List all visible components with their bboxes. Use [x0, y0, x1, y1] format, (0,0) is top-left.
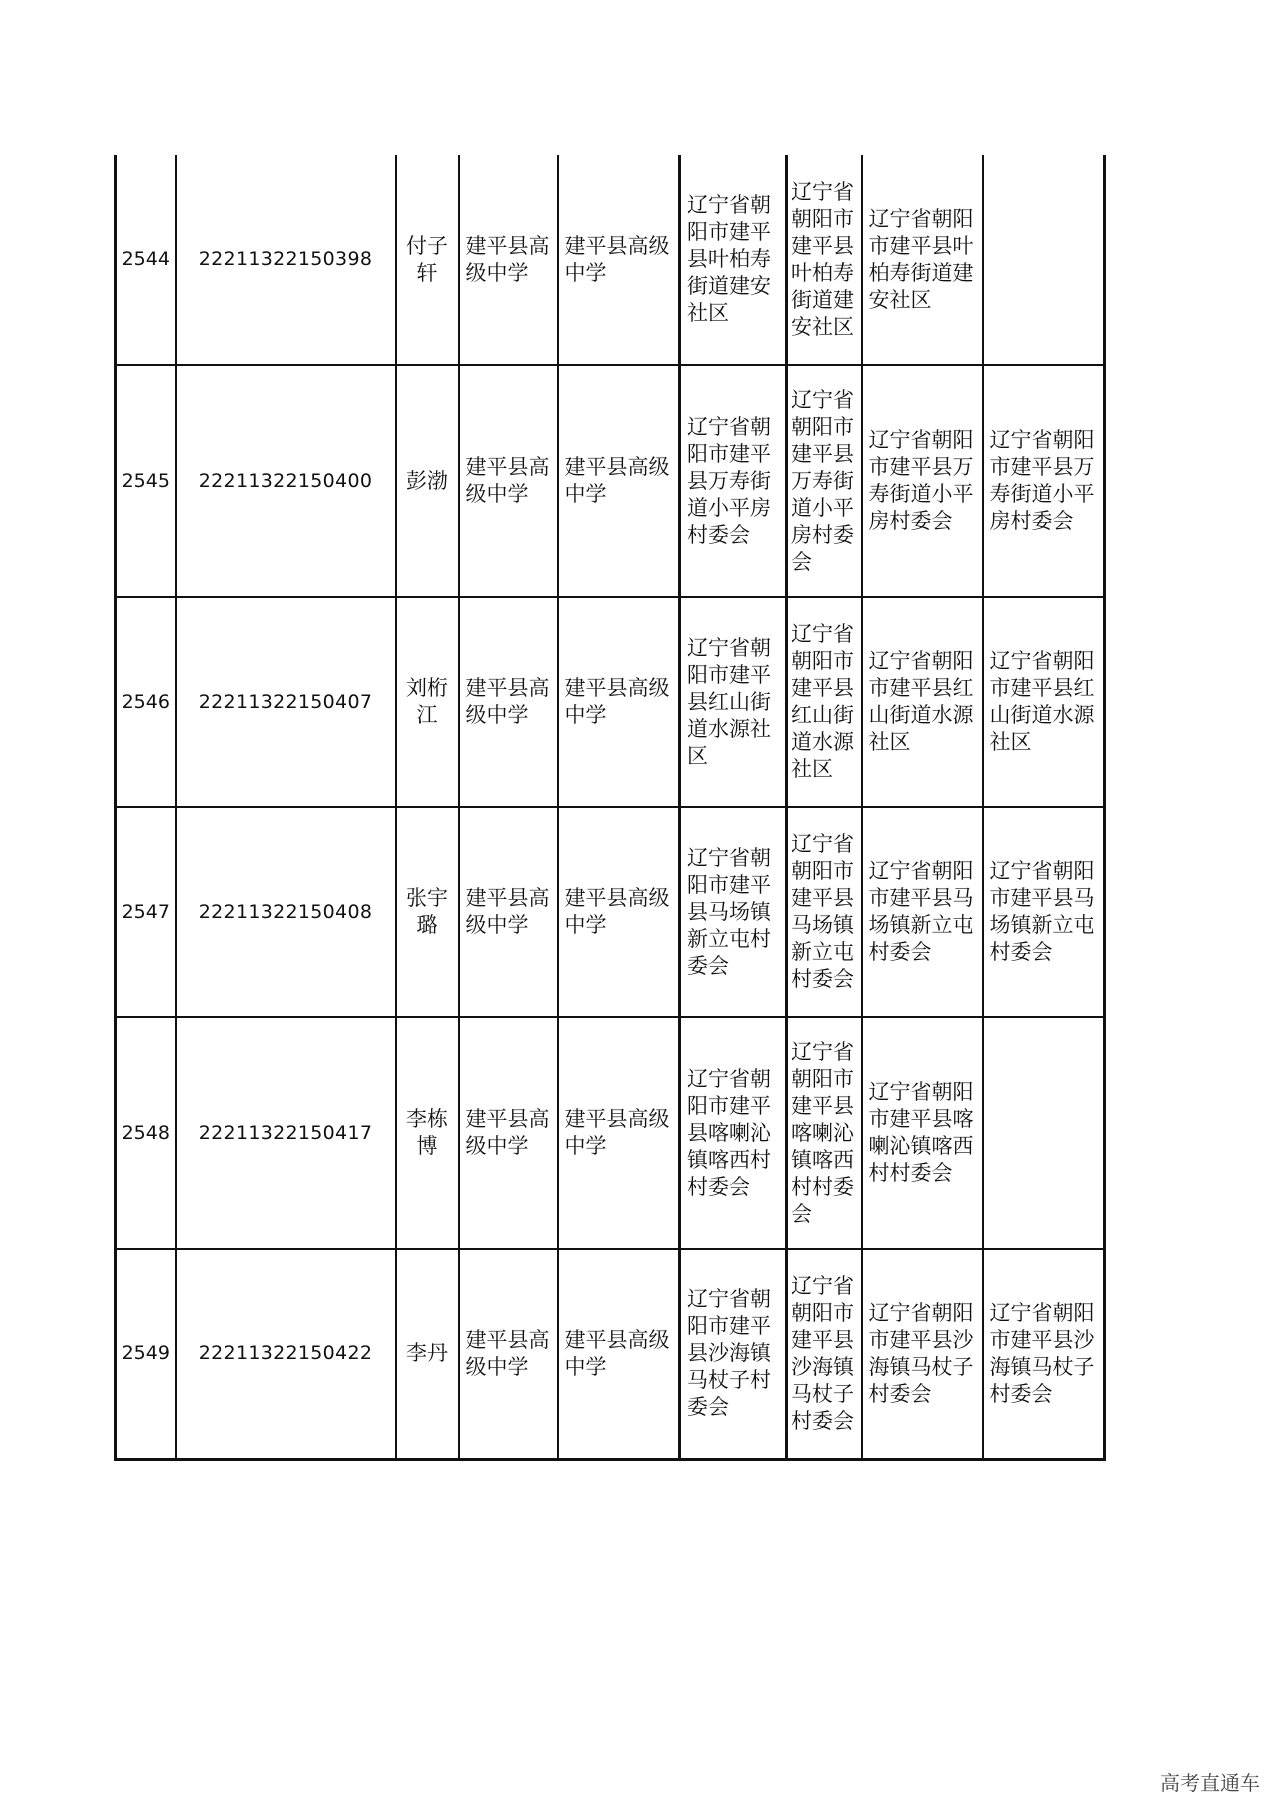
exam-id-cell: 22211322150407 [176, 597, 396, 807]
school-cell: 建平县高级中学 [558, 1017, 680, 1249]
address-cell [983, 155, 1105, 365]
address-cell: 辽宁省朝阳市建平县红山街道水源社区 [680, 597, 787, 807]
address-cell: 辽宁省朝阳市建平县沙海镇马杖子村委会 [787, 1249, 862, 1459]
school-cell: 建平县高级中学 [459, 597, 558, 807]
seq-cell: 2549 [116, 1249, 176, 1459]
name-cell: 李丹 [396, 1249, 459, 1459]
table-row [116, 155, 1105, 365]
name-cell: 付子轩 [396, 155, 459, 365]
address-cell: 辽宁省朝阳市建平县万寿街道小平房村委会 [680, 365, 787, 597]
name-cell: 刘桁江 [396, 597, 459, 807]
address-cell: 辽宁省朝阳市建平县万寿街道小平房村委会 [862, 365, 983, 597]
address-cell [983, 1017, 1105, 1249]
seq-cell: 2544 [116, 155, 176, 365]
table-row [116, 1249, 1105, 1459]
school-cell: 建平县高级中学 [459, 1249, 558, 1459]
address-cell: 辽宁省朝阳市建平县万寿街道小平房村委会 [983, 365, 1105, 597]
school-cell: 建平县高级中学 [558, 365, 680, 597]
table-row [116, 597, 1105, 807]
school-cell: 建平县高级中学 [558, 1249, 680, 1459]
exam-id-cell: 22211322150422 [176, 1249, 396, 1459]
seq-cell: 2548 [116, 1017, 176, 1249]
address-cell: 辽宁省朝阳市建平县马场镇新立屯村委会 [680, 807, 787, 1017]
address-cell: 辽宁省朝阳市建平县马场镇新立屯村委会 [787, 807, 862, 1017]
seq-cell: 2545 [116, 365, 176, 597]
school-cell: 建平县高级中学 [459, 807, 558, 1017]
address-cell: 辽宁省朝阳市建平县叶柏寿街道建安社区 [787, 155, 862, 365]
seq-cell: 2546 [116, 597, 176, 807]
exam-id-cell: 22211322150398 [176, 155, 396, 365]
address-cell: 辽宁省朝阳市建平县万寿街道小平房村委会 [787, 365, 862, 597]
name-cell: 彭渤 [396, 365, 459, 597]
address-cell: 辽宁省朝阳市建平县喀喇沁镇喀西村村委会 [862, 1017, 983, 1249]
exam-id-cell: 22211322150408 [176, 807, 396, 1017]
seq-cell: 2547 [116, 807, 176, 1017]
address-cell: 辽宁省朝阳市建平县喀喇沁镇喀西村村委会 [787, 1017, 862, 1249]
school-cell: 建平县高级中学 [558, 597, 680, 807]
address-cell: 辽宁省朝阳市建平县沙海镇马杖子村委会 [680, 1249, 787, 1459]
address-cell: 辽宁省朝阳市建平县喀喇沁镇喀西村村委会 [680, 1017, 787, 1249]
watermark: 高考直通车 [1160, 1771, 1260, 1795]
address-cell: 辽宁省朝阳市建平县叶柏寿街道建安社区 [862, 155, 983, 365]
exam-id-cell: 22211322150417 [176, 1017, 396, 1249]
table-row [116, 807, 1105, 1017]
address-cell: 辽宁省朝阳市建平县叶柏寿街道建安社区 [680, 155, 787, 365]
school-cell: 建平县高级中学 [459, 365, 558, 597]
admission-table [114, 155, 1106, 1461]
school-cell: 建平县高级中学 [459, 155, 558, 365]
table-row [116, 1017, 1105, 1249]
address-cell: 辽宁省朝阳市建平县马场镇新立屯村委会 [983, 807, 1105, 1017]
table-row [116, 365, 1105, 597]
name-cell: 张宇璐 [396, 807, 459, 1017]
name-cell: 李栋博 [396, 1017, 459, 1249]
school-cell: 建平县高级中学 [558, 807, 680, 1017]
address-cell: 辽宁省朝阳市建平县红山街道水源社区 [787, 597, 862, 807]
address-cell: 辽宁省朝阳市建平县沙海镇马杖子村委会 [862, 1249, 983, 1459]
address-cell: 辽宁省朝阳市建平县红山街道水源社区 [862, 597, 983, 807]
school-cell: 建平县高级中学 [558, 155, 680, 365]
exam-id-cell: 22211322150400 [176, 365, 396, 597]
address-cell: 辽宁省朝阳市建平县红山街道水源社区 [983, 597, 1105, 807]
school-cell: 建平县高级中学 [459, 1017, 558, 1249]
address-cell: 辽宁省朝阳市建平县马场镇新立屯村委会 [862, 807, 983, 1017]
address-cell: 辽宁省朝阳市建平县沙海镇马杖子村委会 [983, 1249, 1105, 1459]
